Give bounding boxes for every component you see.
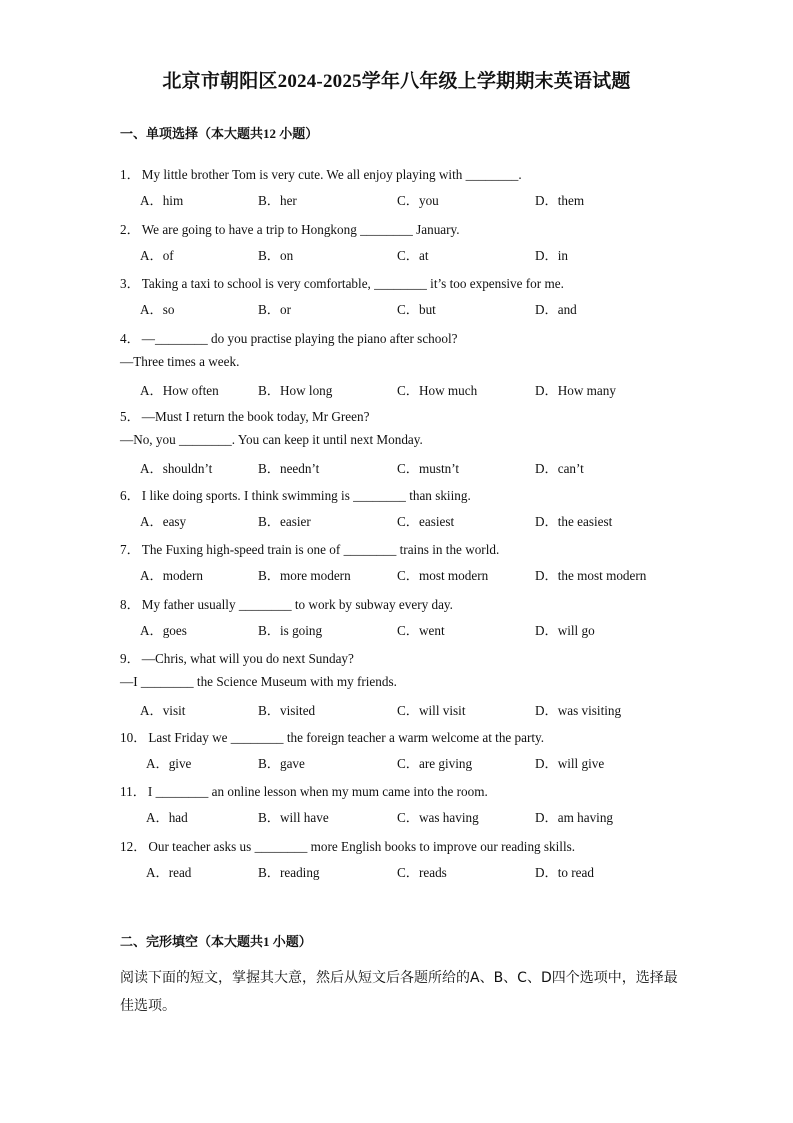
- section-heading-cloze: 二、完形填空（本大题共1 小题）: [120, 934, 312, 949]
- answer-option-a[interactable]: A．him: [140, 193, 184, 208]
- question-text: I ________ an online lesson when my mum came into the room.: [147, 784, 488, 799]
- answer-option-a[interactable]: A．easy: [140, 514, 187, 529]
- answer-option-a[interactable]: A．goes: [140, 623, 187, 638]
- answer-option-d[interactable]: D．will go: [535, 623, 595, 638]
- answer-option-b[interactable]: B．or: [258, 302, 291, 317]
- answer-option-c[interactable]: C．easiest: [397, 514, 455, 529]
- question-stem: [120, 485, 471, 504]
- question-stem: [120, 273, 564, 292]
- page-title: 北京市朝阳区2024-2025学年八年级上学期期末英语试题: [162, 71, 631, 92]
- question-dialogue-line: [120, 674, 397, 690]
- question-stem: [120, 328, 457, 347]
- question-stem: [120, 727, 544, 746]
- section-heading-single-choice: 一、单项选择（本大题共12 小题）: [120, 126, 319, 141]
- answer-option-b[interactable]: B．her: [258, 193, 297, 208]
- answer-option-b[interactable]: B．needn’t: [258, 461, 320, 476]
- question-stem: [120, 836, 575, 855]
- question-number: 10．: [120, 730, 147, 745]
- option-row: [0, 565, 793, 583]
- option-row: [0, 620, 793, 638]
- answer-option-c[interactable]: C．at: [397, 248, 429, 263]
- question-number: 3．: [120, 276, 140, 291]
- answer-option-b[interactable]: B．reading: [258, 865, 320, 880]
- question-text: —I ________ the Science Museum with my friends.: [120, 674, 397, 689]
- answer-option-a[interactable]: A．so: [140, 302, 175, 317]
- answer-option-a[interactable]: A．How often: [140, 383, 219, 398]
- answer-option-c[interactable]: C．went: [397, 623, 445, 638]
- question-number: 2．: [120, 222, 140, 237]
- answer-option-c[interactable]: C．reads: [397, 865, 447, 880]
- answer-option-a[interactable]: A．read: [146, 865, 192, 880]
- question-stem: [120, 648, 354, 667]
- question-number: 8．: [120, 597, 140, 612]
- answer-option-a[interactable]: A．give: [146, 756, 192, 771]
- question-text: The Fuxing high-speed train is one of ________ trains in the world.: [141, 542, 500, 557]
- question-text: —Three times a week.: [120, 354, 240, 369]
- question-text: My father usually ________ to work by subway every day.: [141, 597, 453, 612]
- question-text: Taking a taxi to school is very comfortable, ________ it’s too expensive for me.: [141, 276, 564, 291]
- answer-option-d[interactable]: D．and: [535, 302, 577, 317]
- answer-option-c[interactable]: C．was having: [397, 810, 479, 825]
- answer-option-a[interactable]: A．of: [140, 248, 174, 263]
- answer-option-d[interactable]: D．in: [535, 248, 568, 263]
- answer-option-c[interactable]: C．will visit: [397, 703, 466, 718]
- question-number: 9．: [120, 651, 140, 666]
- answer-option-d[interactable]: D．How many: [535, 383, 616, 398]
- question-dialogue-line: [120, 354, 239, 370]
- answer-option-b[interactable]: B．more modern: [258, 568, 351, 583]
- answer-option-d[interactable]: D．them: [535, 193, 585, 208]
- answer-option-a[interactable]: A．modern: [140, 568, 203, 583]
- answer-option-b[interactable]: B．is going: [258, 623, 323, 638]
- question-stem: [120, 781, 488, 800]
- answer-option-d[interactable]: D．the most modern: [535, 568, 647, 583]
- answer-option-d[interactable]: D．the easiest: [535, 514, 613, 529]
- answer-option-c[interactable]: C．are giving: [397, 756, 473, 771]
- question-text: My little brother Tom is very cute. We all enjoy playing with ________.: [141, 167, 522, 182]
- question-number: 6．: [120, 488, 140, 503]
- question-text: —________ do you practise playing the piano after school?: [141, 331, 458, 346]
- option-row: [0, 299, 793, 317]
- answer-option-c[interactable]: C．mustn’t: [397, 461, 460, 476]
- question-text: We are going to have a trip to Hongkong ________ January.: [141, 222, 460, 237]
- option-row: [0, 862, 793, 880]
- question-stem: [120, 406, 369, 425]
- option-row: [0, 245, 793, 263]
- question-text: Our teacher asks us ________ more English books to improve our reading skills.: [148, 839, 576, 854]
- question-number: 5．: [120, 409, 140, 424]
- answer-option-d[interactable]: D．will give: [535, 756, 605, 771]
- question-text: I like doing sports. I think swimming is ________ than skiing.: [141, 488, 471, 503]
- question-stem: [120, 539, 499, 558]
- question-number: 7．: [120, 542, 140, 557]
- option-row: [0, 458, 793, 476]
- answer-option-b[interactable]: B．How long: [258, 383, 333, 398]
- answer-option-a[interactable]: A．shouldn’t: [140, 461, 213, 476]
- option-row: [0, 190, 793, 208]
- question-text: Last Friday we ________ the foreign teacher a warm welcome at the party.: [148, 730, 545, 745]
- option-row: [0, 700, 793, 718]
- question-text: —Chris, what will you do next Sunday?: [141, 651, 354, 666]
- question-text: —No, you ________. You can keep it until next Monday.: [120, 432, 423, 447]
- question-number: 4．: [120, 331, 140, 346]
- option-row: [0, 511, 793, 529]
- answer-option-a[interactable]: A．visit: [140, 703, 186, 718]
- answer-option-c[interactable]: C．you: [397, 193, 439, 208]
- option-row: [0, 753, 793, 771]
- option-row: [0, 807, 793, 825]
- answer-option-a[interactable]: A．had: [146, 810, 188, 825]
- question-stem: [120, 219, 460, 238]
- answer-option-b[interactable]: B．visited: [258, 703, 316, 718]
- question-text: —Must I return the book today, Mr Green?: [141, 409, 370, 424]
- answer-option-c[interactable]: C．but: [397, 302, 436, 317]
- answer-option-d[interactable]: D．can’t: [535, 461, 584, 476]
- answer-option-c[interactable]: C．How much: [397, 383, 478, 398]
- option-row: [0, 380, 793, 398]
- answer-option-b[interactable]: B．will have: [258, 810, 329, 825]
- answer-option-d[interactable]: D．am having: [535, 810, 614, 825]
- question-number: 11．: [120, 784, 146, 799]
- cloze-instruction: 阅读下面的短文，掌握其大意，然后从短文后各题所给的A、B、C、D四个选项中，选择最佳选项。: [120, 970, 678, 1014]
- question-dialogue-line: [120, 432, 423, 448]
- answer-option-b[interactable]: B．easier: [258, 514, 311, 529]
- question-number: 12．: [120, 839, 147, 854]
- answer-option-d[interactable]: D．was visiting: [535, 703, 622, 718]
- answer-option-b[interactable]: B．gave: [258, 756, 305, 771]
- question-number: 1．: [120, 167, 140, 182]
- question-stem: [120, 594, 453, 613]
- question-stem: [120, 164, 522, 183]
- answer-option-c[interactable]: C．most modern: [397, 568, 489, 583]
- answer-option-b[interactable]: B．on: [258, 248, 294, 263]
- answer-option-d[interactable]: D．to read: [535, 865, 594, 880]
